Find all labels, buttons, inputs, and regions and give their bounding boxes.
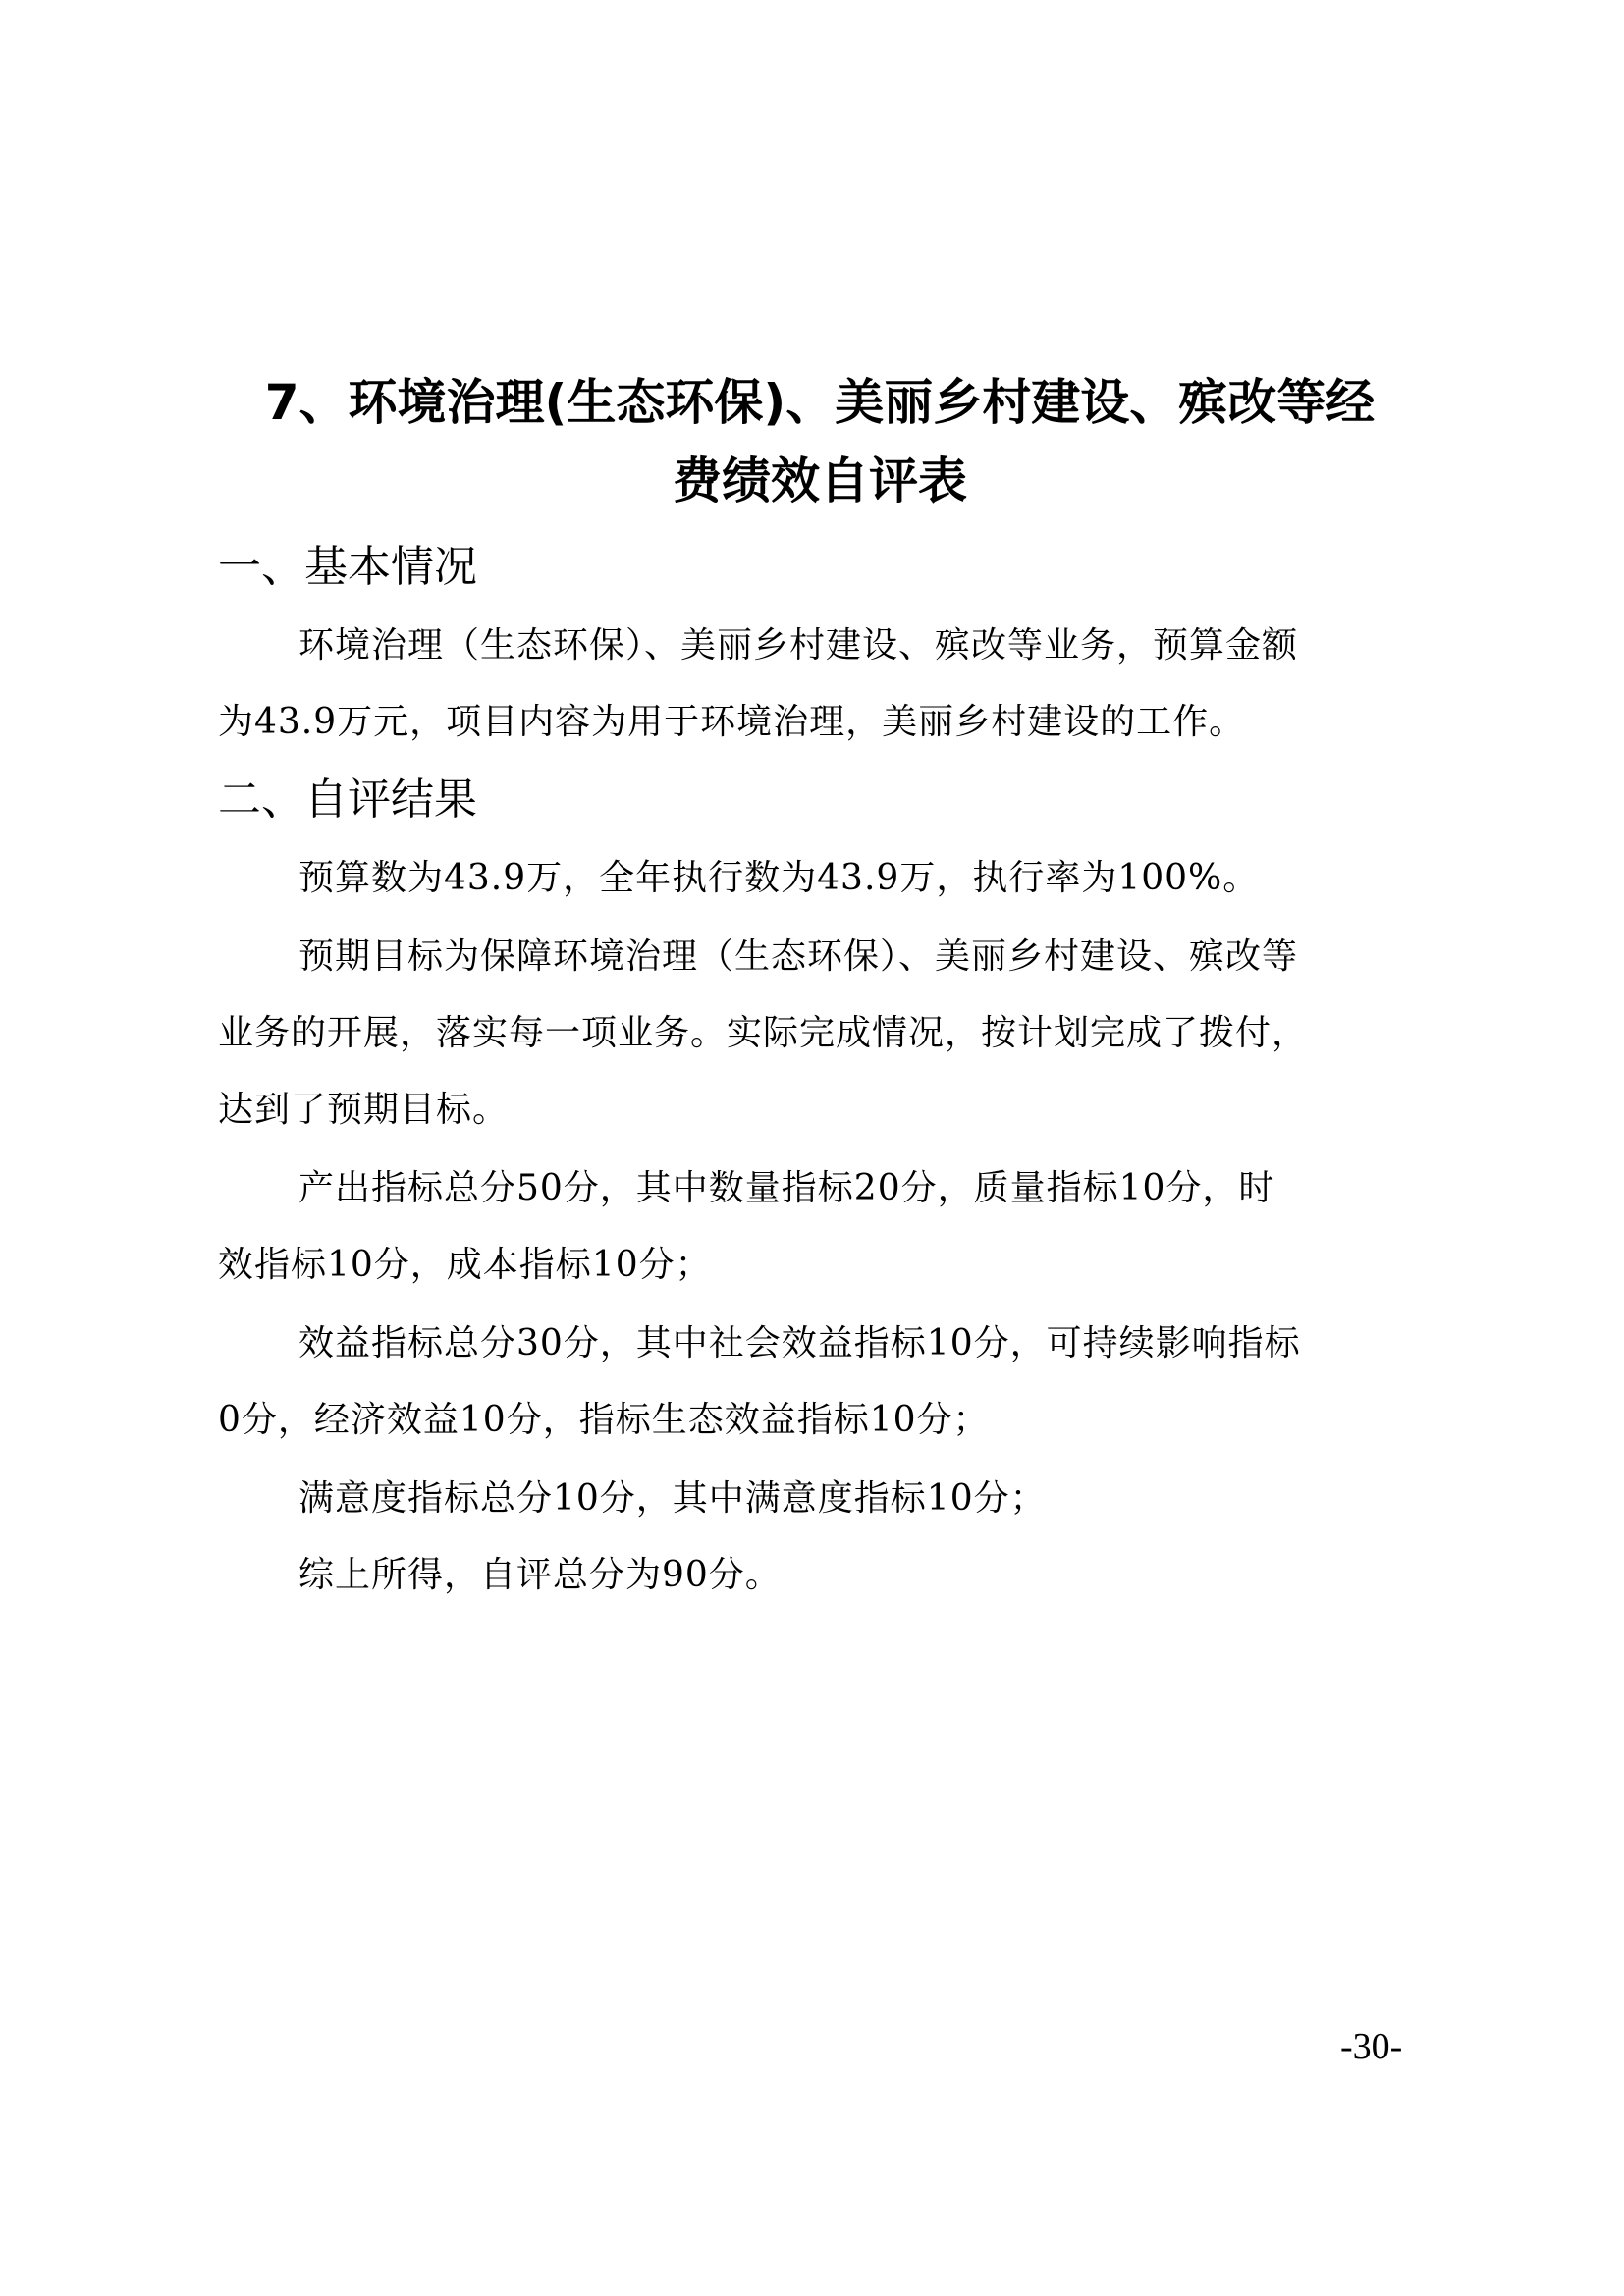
paragraph-line: 环境治理（生态环保）、美丽乡村建设、殡改等业务，预算金额 [298, 625, 1299, 666]
section-heading-self-evaluation: 二、自评结果 [218, 774, 477, 825]
paragraph-line: 业务的开展，落实每一项业务。实际完成情况，按计划完成了拨付， [218, 1013, 1309, 1053]
page-number: -30- [1340, 2026, 1403, 2067]
paragraph-line: 产出指标总分50分，其中数量指标20分，质量指标10分，时 [298, 1168, 1275, 1208]
paragraph-line: 预期目标为保障环境治理（生态环保）、美丽乡村建设、殡改等 [298, 936, 1299, 977]
document-title-line-1: 7、环境治理(生态环保)、美丽乡村建设、殡改等经 [264, 374, 1376, 431]
paragraph-line: 效指标10分，成本指标10分； [218, 1245, 712, 1285]
document-title-line-2: 费绩效自评表 [673, 453, 967, 509]
paragraph-line: 效益指标总分30分，其中社会效益指标10分，可持续影响指标 [298, 1323, 1301, 1363]
paragraph-line: 达到了预期目标。 [218, 1090, 510, 1130]
paragraph-line: 预算数为43.9万，全年执行数为43.9万，执行率为100%。 [298, 858, 1260, 898]
paragraph-line: 综上所得，自评总分为90分。 [298, 1555, 782, 1595]
section-heading-basic-info: 一、基本情况 [218, 542, 477, 592]
paragraph-line: 满意度指标总分10分，其中满意度指标10分； [298, 1478, 1047, 1519]
paragraph-line: 0分，经济效益10分，指标生态效益指标10分； [218, 1400, 990, 1440]
paragraph-line: 为43.9万元，项目内容为用于环境治理，美丽乡村建设的工作。 [218, 702, 1246, 742]
